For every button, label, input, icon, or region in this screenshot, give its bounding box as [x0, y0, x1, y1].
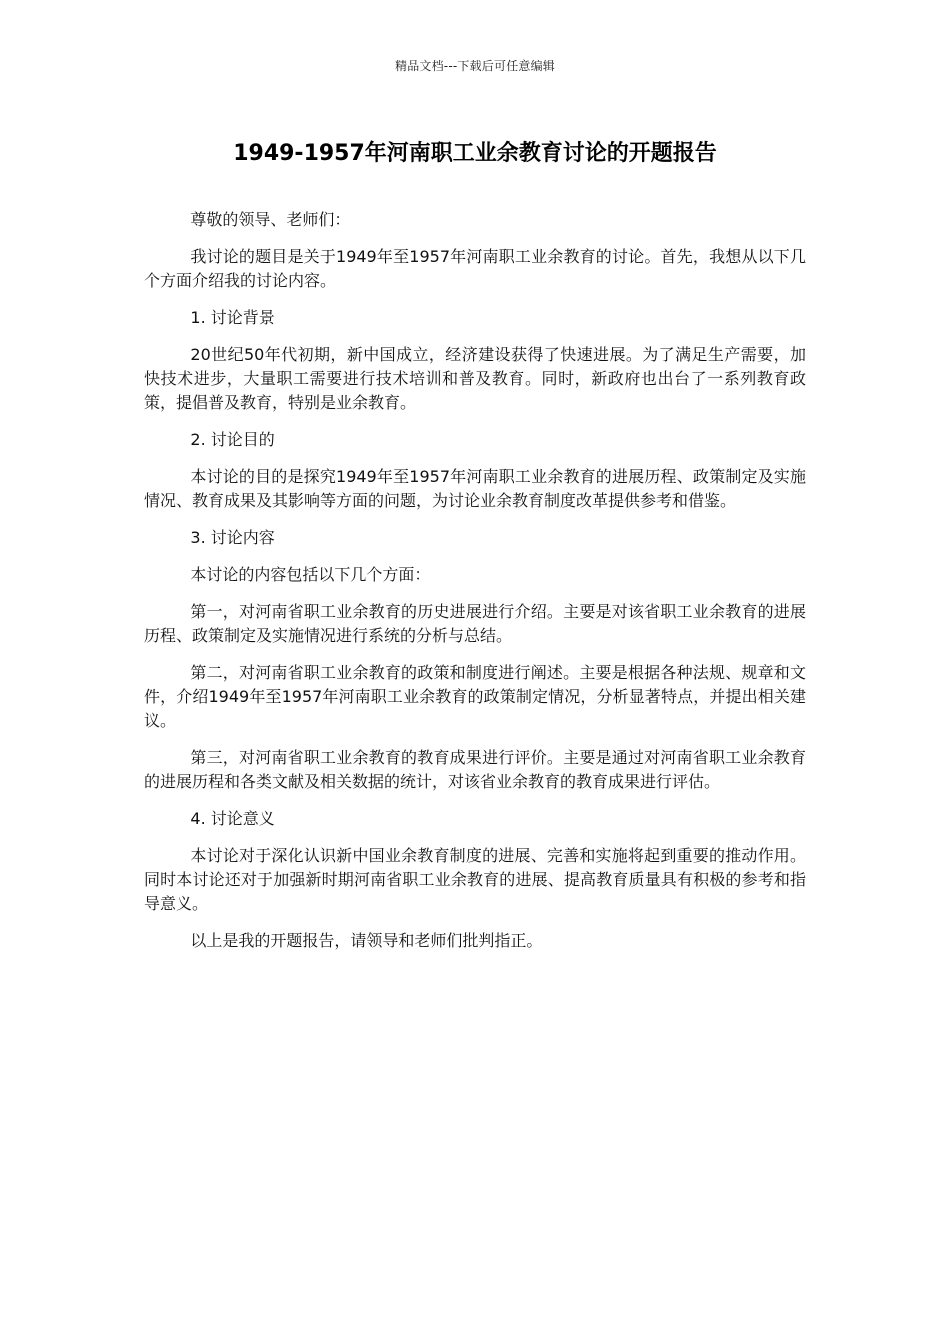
- header-note: 精品文档---下载后可任意编辑: [395, 59, 555, 73]
- section-heading-purpose: 2. 讨论目的: [190, 430, 275, 449]
- purpose-paragraph: 本讨论的目的是探究1949年至1957年河南职工业余教育的进展历程、政策制定及实施情况、教育成果及其影响等方面的问题，为讨论业余教育制度改革提供参考和借鉴。: [144, 467, 806, 510]
- intro-paragraph: 我讨论的题目是关于1949年至1957年河南职工业余教育的讨论。首先，我想从以下几个方面介绍我的讨论内容。: [144, 247, 806, 290]
- content-item-second: 第二，对河南省职工业余教育的政策和制度进行阐述。主要是根据各种法规、规章和文件，介绍1949年至1957年河南职工业余教育的政策制定情况，分析显著特点，并提出相关建议。: [144, 663, 806, 730]
- section-heading-content: 3. 讨论内容: [190, 528, 275, 547]
- section-heading-significance: 4. 讨论意义: [190, 809, 275, 828]
- significance-paragraph: 本讨论对于深化认识新中国业余教育制度的进展、完善和实施将起到重要的推动作用。同时本讨论还对于加强新时期河南省职工业余教育的进展、提高教育质量具有积极的参考和指导意义。: [144, 846, 806, 913]
- section-heading-background: 1. 讨论背景: [190, 308, 275, 327]
- content-intro-paragraph: 本讨论的内容包括以下几个方面：: [190, 565, 431, 584]
- content-item-first: 第一，对河南省职工业余教育的历史进展进行介绍。主要是对该省职工业余教育的进展历程、政策制定及实施情况进行系统的分析与总结。: [144, 602, 806, 645]
- closing-paragraph: 以上是我的开题报告，请领导和老师们批判指正。: [190, 931, 543, 950]
- salutation: 尊敬的领导、老师们：: [190, 210, 351, 229]
- document-title: 1949-1957年河南职工业余教育讨论的开题报告: [233, 141, 717, 166]
- document-body: [144, 208, 806, 966]
- background-paragraph: 20世纪50年代初期，新中国成立，经济建设获得了快速进展。为了满足生产需要，加快技术进步，大量职工需要进行技术培训和普及教育。同时，新政府也出台了一系列教育政策，提倡普及教育，特别是业余教育。: [144, 345, 806, 412]
- content-item-third: 第三，对河南省职工业余教育的教育成果进行评价。主要是通过对河南省职工业余教育的进展历程和各类文献及相关数据的统计，对该省业余教育的教育成果进行评估。: [144, 748, 806, 791]
